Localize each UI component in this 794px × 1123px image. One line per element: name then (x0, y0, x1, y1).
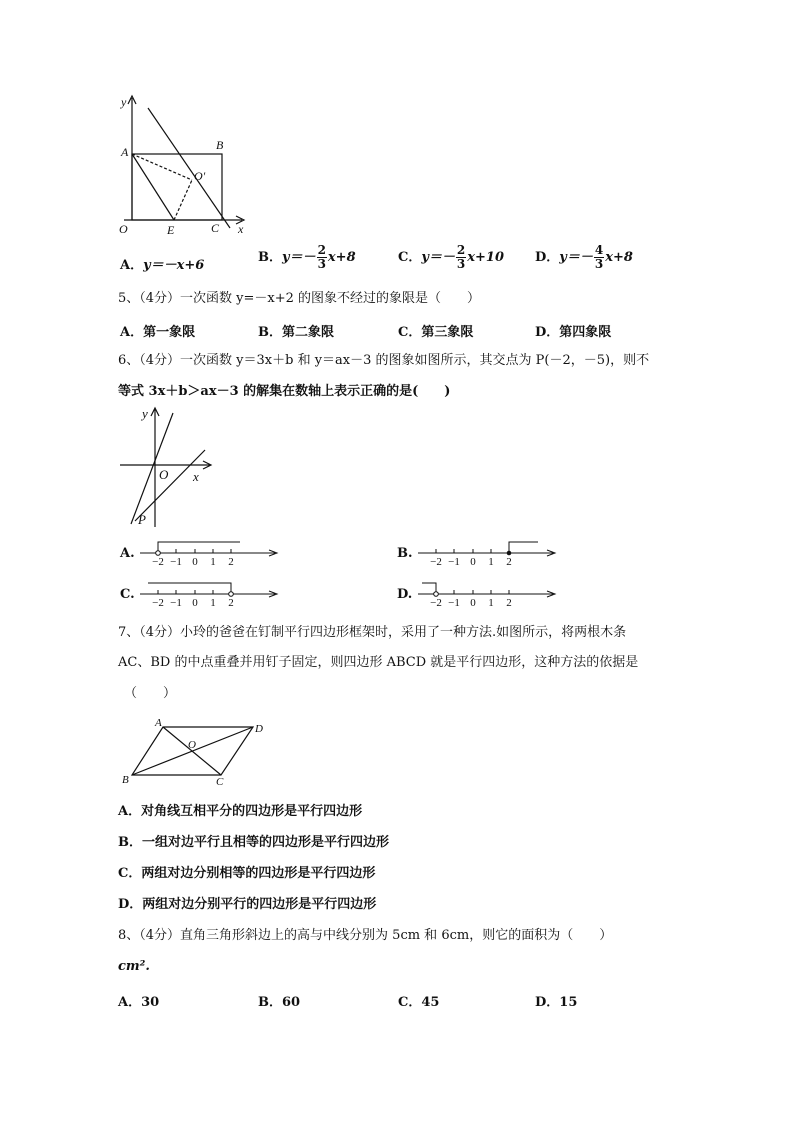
label-P: P (138, 512, 146, 527)
q7-parallelogram-figure (118, 715, 268, 787)
label-O: O (159, 467, 169, 482)
svg-text:1: 1 (488, 597, 494, 609)
q6-stem-line1: 6、（4分）一次函数 y＝3x＋b 和 y＝ax－3 的图象如图所示，其交点为 P(－2，－5)，则不 (118, 353, 650, 368)
q8-option-a: A．30 (118, 995, 160, 1010)
svg-text:2: 2 (506, 556, 512, 568)
q6-option-b: B. (397, 546, 413, 561)
number-line-a (140, 538, 285, 570)
svg-text:−1: −1 (170, 597, 182, 609)
fraction: $\frac{2}{3}$ (456, 243, 466, 271)
q6-option-a: A. (120, 546, 135, 561)
rectangle-oabc (132, 154, 222, 220)
number-line-b (418, 538, 563, 570)
q5-option-c: C．第三象限 (398, 325, 474, 340)
svg-text:2: 2 (228, 597, 234, 609)
q6-option-d: D. (397, 587, 413, 602)
q8-option-d: D．15 (535, 995, 578, 1010)
svg-text:−1: −1 (170, 556, 182, 568)
label-A: A (155, 717, 162, 729)
q6-option-c: C. (120, 587, 135, 602)
q7-option-c: C．两组对边分别相等的四边形是平行四边形 (118, 866, 376, 881)
q4-figure (112, 90, 252, 240)
q4-option-a: A．y＝－x+6 (120, 258, 205, 273)
q8-option-b: B．60 (258, 995, 301, 1010)
q7-stem-line2: AC、BD 的中点重叠并用钉子固定，则四边形 ABCD 就是平行四边形，这种方法的依据是 (118, 655, 639, 670)
svg-text:2: 2 (506, 597, 512, 609)
svg-text:0: 0 (192, 556, 198, 568)
label-A: A (121, 145, 129, 159)
label-B: B (216, 138, 224, 152)
svg-text:0: 0 (470, 597, 476, 609)
solution-bracket (509, 542, 538, 553)
diagonal-bd (132, 727, 253, 775)
q5-option-d: D．第四象限 (535, 325, 612, 340)
fraction: $\frac{2}{3}$ (317, 243, 326, 271)
label-x: x (238, 222, 244, 236)
q6-stem-line2: 等式 3x＋b＞ax－3 的解集在数轴上表示正确的是( ) (118, 384, 451, 399)
q7-option-a: A．对角线互相平分的四边形是平行四边形 (118, 804, 363, 819)
q7-stem-line3: （ ） (124, 686, 177, 701)
label-E: E (167, 223, 175, 237)
label-C: C (216, 776, 224, 787)
q4-option-d: D．y＝－ $\frac{4}{3}$ x+8 (535, 243, 633, 271)
label-y: y (121, 95, 127, 109)
q6-figure (115, 405, 215, 533)
svg-text:−2: −2 (152, 556, 164, 568)
number-line-c (140, 579, 285, 611)
svg-text:−2: −2 (152, 597, 164, 609)
label-x: x (193, 469, 199, 484)
q7-option-b: B．一组对边平行且相等的四边形是平行四边形 (118, 835, 389, 850)
svg-text:−1: −1 (448, 556, 460, 568)
solution-bracket (148, 583, 231, 594)
fraction: $\frac{4}{3}$ (594, 243, 604, 271)
label-O: O (119, 222, 128, 236)
q7-option-d: D．两组对边分别平行的四边形是平行四边形 (118, 897, 377, 912)
svg-text:0: 0 (192, 597, 198, 609)
label-C: C (211, 221, 220, 235)
fold-line (148, 108, 230, 228)
q4-option-c: C．y＝－ $\frac{2}{3}$ x+10 (398, 243, 505, 271)
q5-option-a: A．第一象限 (120, 325, 196, 340)
svg-text:0: 0 (470, 556, 476, 568)
q4-option-b: B．y＝－ $\frac{2}{3}$ x+8 (258, 243, 356, 271)
q8-option-c: C．45 (398, 995, 440, 1010)
label-O-prime: O' (194, 169, 206, 183)
svg-text:−2: −2 (430, 597, 442, 609)
q5-option-b: B．第二象限 (258, 325, 334, 340)
svg-text:−2: −2 (430, 556, 442, 568)
svg-text:2: 2 (228, 556, 234, 568)
svg-text:1: 1 (488, 556, 494, 568)
svg-text:1: 1 (210, 556, 216, 568)
q7-stem-line1: 7、（4分）小玲的爸爸在钉制平行四边形框架时，采用了一种方法.如图所示，将两根木条 (118, 625, 627, 640)
q8-stem-line1: 8、（4分）直角三角形斜边上的高与中线分别为 5cm 和 6cm，则它的面积为（ ） (118, 928, 613, 943)
label-O: O (188, 739, 196, 751)
number-line-d (418, 579, 563, 611)
q5-stem: 5、（4分）一次函数 y=－x+2 的图象不经过的象限是（ ） (118, 291, 481, 306)
svg-text:−1: −1 (448, 597, 460, 609)
svg-text:1: 1 (210, 597, 216, 609)
label-B: B (122, 774, 129, 786)
q8-stem-line2: cm². (118, 959, 150, 974)
label-D: D (255, 723, 263, 735)
solution-bracket (158, 542, 240, 550)
label-y: y (142, 406, 148, 421)
